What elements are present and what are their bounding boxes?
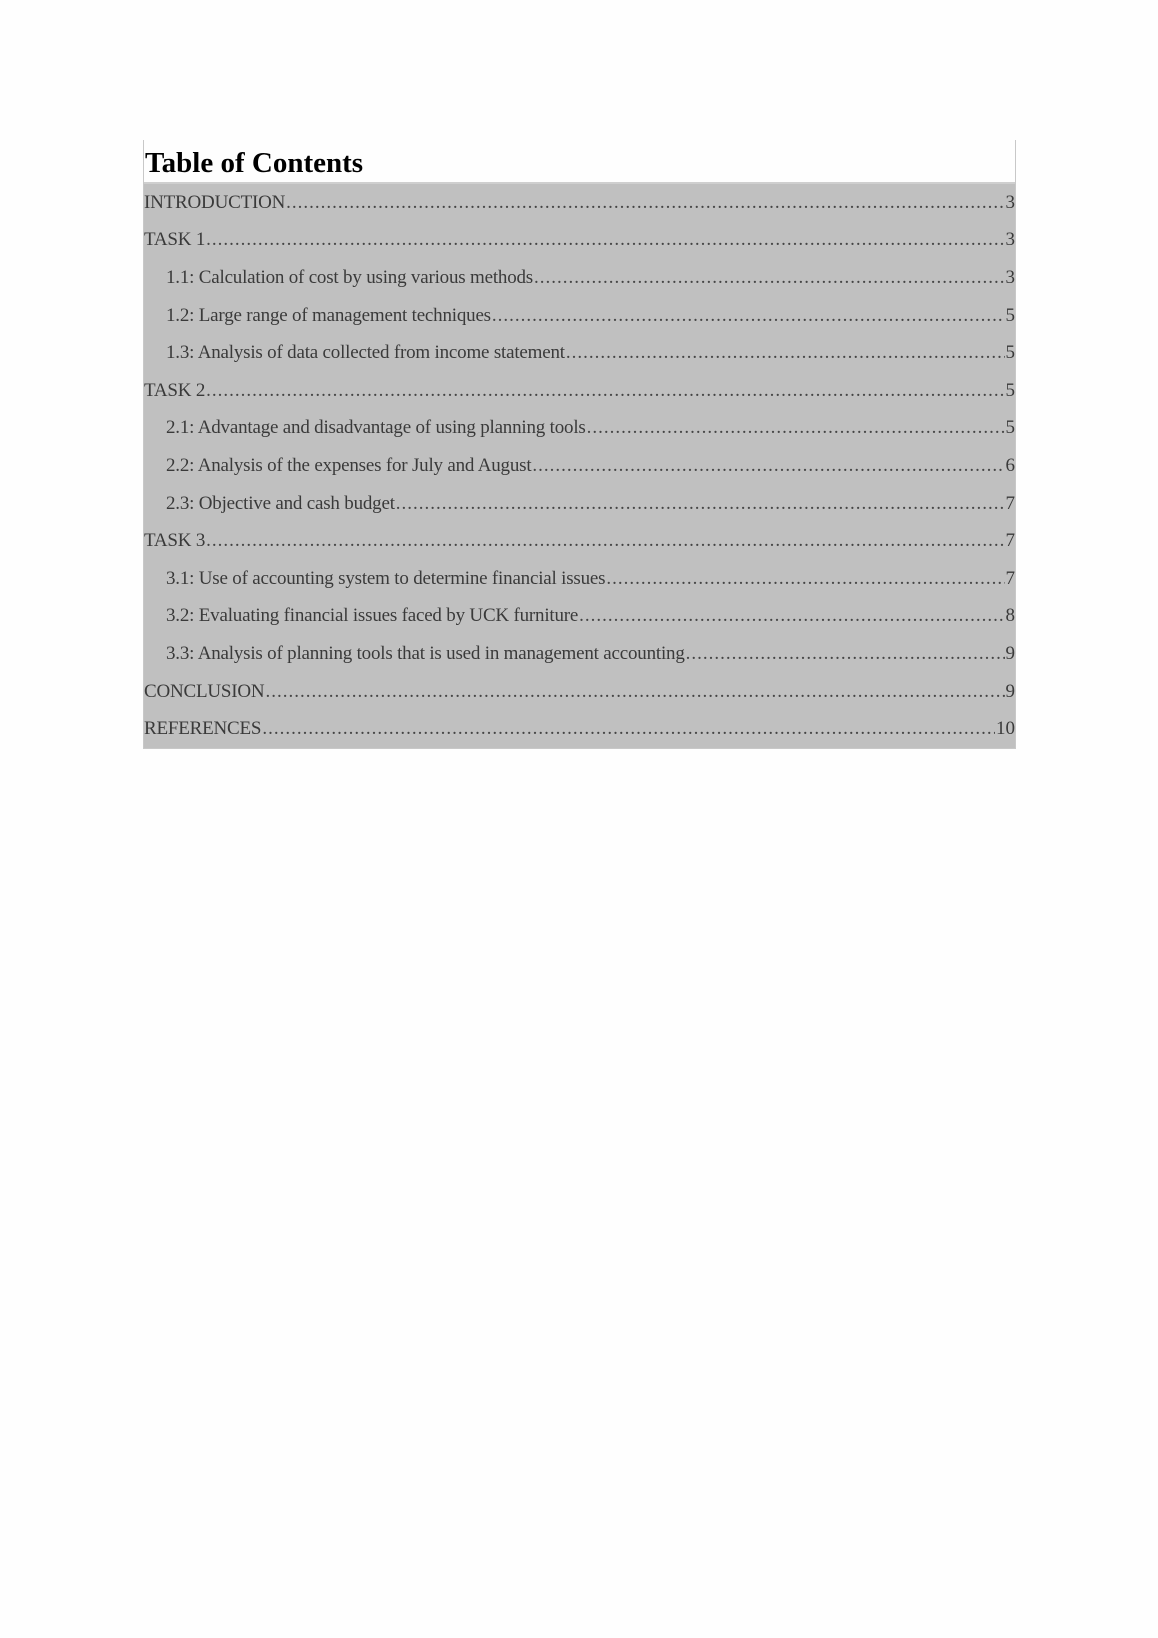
toc-entry[interactable] <box>144 710 1015 748</box>
toc-entry-page-number: 6 <box>1005 454 1015 476</box>
toc-dot-leader <box>606 568 1004 590</box>
toc-entry[interactable] <box>144 372 1015 410</box>
toc-entry-label: 3.2: Evaluating financial issues faced by UCK furniture <box>166 605 579 627</box>
toc-title: Table of Contents <box>145 147 364 179</box>
toc-entry-list <box>144 184 1015 749</box>
toc-entry[interactable] <box>144 673 1015 711</box>
toc-entry-page-number: 5 <box>1005 379 1015 401</box>
toc-entry[interactable] <box>144 485 1015 523</box>
toc-entry[interactable] <box>144 334 1015 372</box>
toc-entry-label: 3.1: Use of accounting system to determine financial issues <box>166 567 606 589</box>
toc-header <box>144 140 1015 184</box>
toc-entry[interactable] <box>144 410 1015 448</box>
toc-entry[interactable] <box>144 447 1015 485</box>
toc-dot-leader <box>262 718 995 740</box>
toc-entry-page-number: 7 <box>1005 567 1015 589</box>
toc-entry-label: 3.3: Analysis of planning tools that is used in management accounting <box>166 642 685 664</box>
toc-dot-leader <box>532 455 1004 477</box>
toc-entry-label: 2.2: Analysis of the expenses for July and August <box>166 454 532 476</box>
toc-dot-leader <box>396 493 1005 515</box>
toc-dot-leader <box>579 605 1004 627</box>
toc-dot-leader <box>587 417 1005 439</box>
toc-entry-page-number: 9 <box>1005 680 1015 702</box>
toc-entry[interactable] <box>144 184 1015 222</box>
toc-dot-leader <box>265 681 1004 703</box>
toc-entry-page-number: 5 <box>1005 304 1015 326</box>
toc-dot-leader <box>206 530 1004 552</box>
toc-entry-page-number: 3 <box>1005 191 1015 213</box>
toc-entry-label: TASK 3 <box>144 530 206 552</box>
table-of-contents <box>143 140 1016 749</box>
toc-dot-leader <box>286 192 1004 214</box>
toc-dot-leader <box>206 380 1004 402</box>
toc-entry-page-number: 3 <box>1005 229 1015 251</box>
toc-entry-label: CONCLUSION <box>144 680 265 702</box>
toc-dot-leader <box>206 229 1004 251</box>
toc-entry[interactable] <box>144 522 1015 560</box>
toc-entry-label: REFERENCES <box>144 718 262 740</box>
toc-entry-page-number: 7 <box>1005 530 1015 552</box>
toc-entry-page-number: 7 <box>1005 492 1015 514</box>
toc-entry-page-number: 8 <box>1005 605 1015 627</box>
toc-dot-leader <box>534 267 1005 289</box>
toc-entry[interactable] <box>144 598 1015 636</box>
toc-entry-label: TASK 1 <box>144 229 206 251</box>
toc-entry-label: 1.1: Calculation of cost by using various methods <box>166 266 533 288</box>
toc-entry-label: 2.1: Advantage and disadvantage of using planning tools <box>166 417 586 439</box>
toc-entry-page-number: 5 <box>1005 417 1015 439</box>
toc-entry[interactable] <box>144 635 1015 673</box>
toc-entry-page-number: 5 <box>1005 342 1015 364</box>
toc-dot-leader <box>686 643 1005 665</box>
toc-entry-page-number: 9 <box>1005 642 1015 664</box>
toc-entry[interactable] <box>144 222 1015 260</box>
toc-entry-page-number: 10 <box>996 718 1015 740</box>
toc-dot-leader <box>566 342 1005 364</box>
toc-entry-label: INTRODUCTION <box>144 191 286 213</box>
toc-entry-label: TASK 2 <box>144 379 206 401</box>
toc-entry-page-number: 3 <box>1005 266 1015 288</box>
toc-entry[interactable] <box>144 297 1015 335</box>
toc-entry-label: 2.3: Objective and cash budget <box>166 492 395 514</box>
toc-entry[interactable] <box>144 560 1015 598</box>
toc-entry-label: 1.2: Large range of management techniques <box>166 304 491 326</box>
toc-entry-label: 1.3: Analysis of data collected from income statement <box>166 342 565 364</box>
toc-dot-leader <box>492 305 1005 327</box>
toc-entry[interactable] <box>144 259 1015 297</box>
